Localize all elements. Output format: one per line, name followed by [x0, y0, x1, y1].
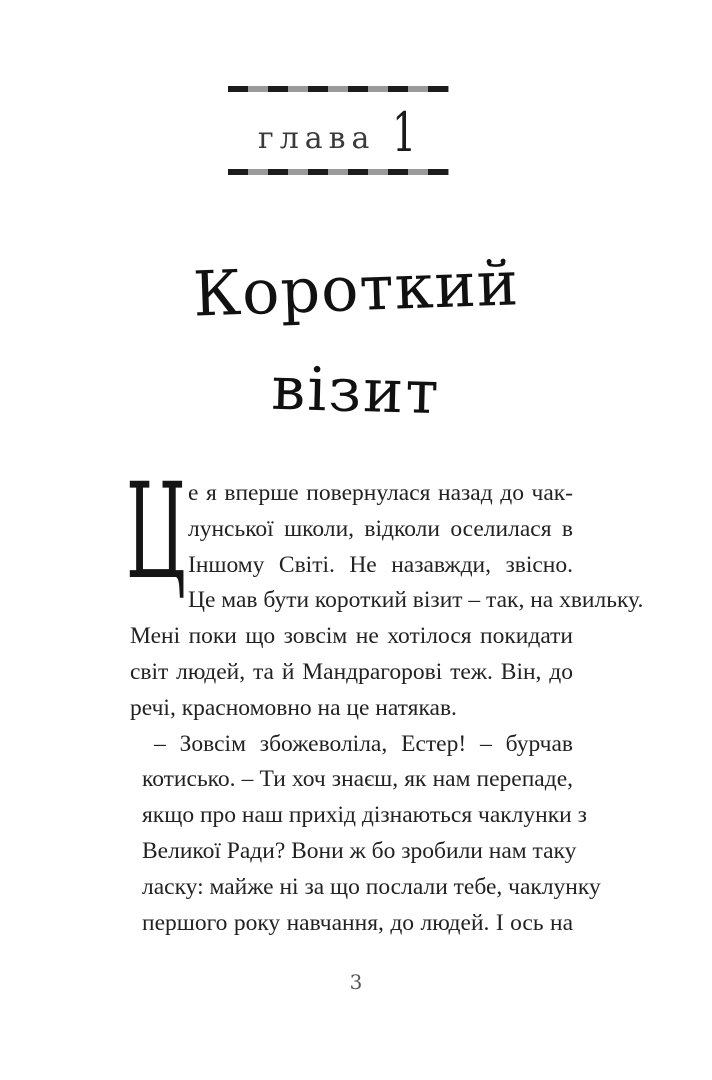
chapter-number: 1	[392, 101, 417, 164]
page-number: 3	[349, 970, 363, 994]
text-line: лунської школи, відколи оселилася в	[188, 515, 573, 542]
text-line: – Зовсім збожеволіла, Естер! – бурчав	[154, 730, 573, 757]
chapter-title-line-2: візит	[270, 353, 442, 429]
text-line: е я вперше повернулася назад до чак-	[188, 480, 573, 506]
chapter-divider-bottom	[228, 169, 449, 175]
paragraph-1	[130, 476, 644, 727]
body-text	[126, 455, 644, 941]
text-line: ласку: майже ні за що послали тебе, чаклунку	[142, 873, 601, 900]
chapter-word: глава	[258, 120, 376, 156]
text-line: речі, красномовно на це натякав.	[130, 694, 457, 721]
chapter-title-line-1: Короткий	[191, 246, 521, 331]
text-line: світ людей, та й Мандрагорові теж. Він, до	[130, 658, 573, 685]
text-line: Великої Ради? Вони ж бо зробили нам таку	[142, 837, 577, 864]
text-line: якщо про наш прихід дізнаються чаклунки з	[142, 802, 587, 829]
text-line: першого року навчання, до людей. І ось на	[142, 909, 573, 936]
text-line: котисько. – Ти хоч знаєш, як нам перепаде,	[142, 766, 573, 793]
text-line: Іншому Світі. Не назавжди, звісно.	[188, 551, 573, 578]
text-line: Це мав бути короткий візит – так, на хвильку.	[188, 587, 644, 614]
paragraph-2	[130, 727, 601, 942]
dropcap: Ц	[126, 455, 186, 609]
text-line: Мені поки що зовсім не хотілося покидати	[130, 623, 573, 650]
chapter-heading	[258, 101, 458, 164]
chapter-divider-top	[228, 86, 449, 92]
